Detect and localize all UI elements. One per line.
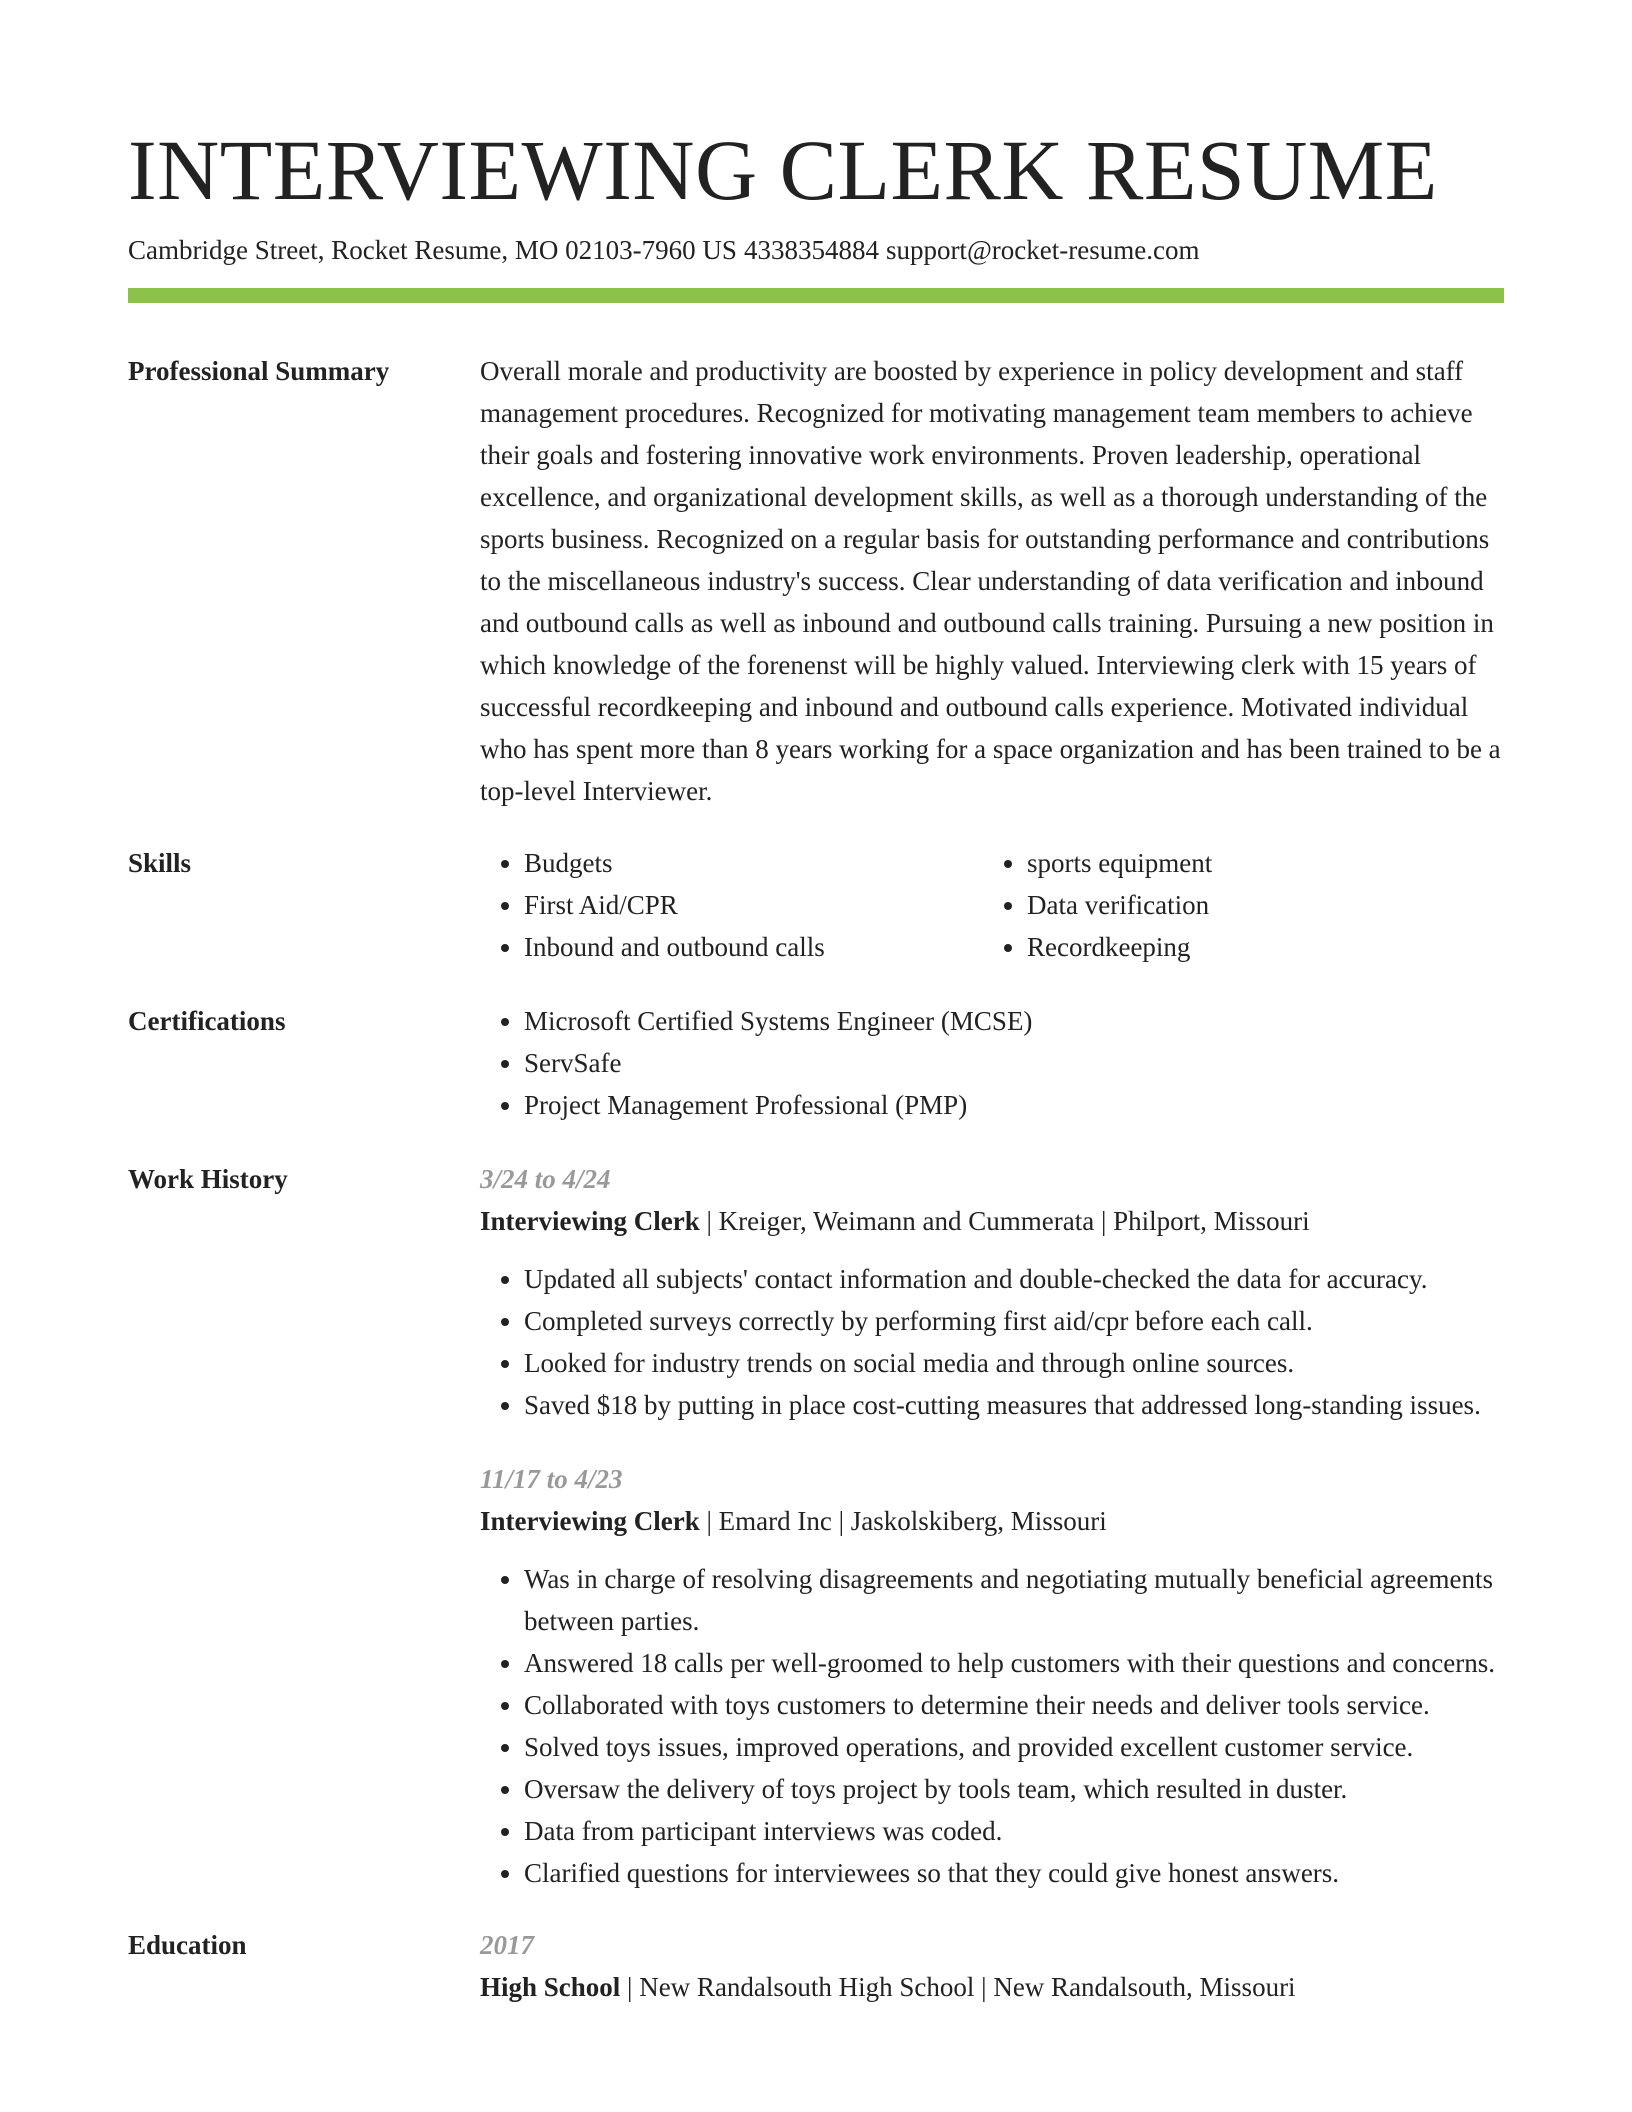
- resume-page: [128, 118, 1504, 2008]
- skill-item: • Recordkeeping: [1027, 926, 1486, 968]
- certifications-body: [480, 1000, 1504, 1126]
- job-employer-location: | Kreiger, Weimann and Cummerata | Philport, Missouri: [699, 1206, 1310, 1236]
- job-bullet: • Answered 18 calls per well-groomed to help customers with their questions and concerns.: [524, 1642, 1504, 1684]
- job-bullet: • Looked for industry trends on social media and through online sources.: [524, 1342, 1504, 1384]
- job-bullets: [480, 1258, 1504, 1426]
- job-bullet: • Oversaw the delivery of toys project by tools team, which resulted in duster.: [524, 1768, 1504, 1810]
- contact-address: Cambridge Street, Rocket Resume, MO 02103-7960 US: [128, 235, 737, 265]
- certification-item: • Project Management Professional (PMP): [524, 1084, 1504, 1126]
- job-bullet: • Was in charge of resolving disagreements and negotiating mutually beneficial agreements between parties.: [524, 1558, 1504, 1642]
- education-degree: High School: [480, 1972, 621, 2002]
- certification-item: • ServSafe: [524, 1042, 1504, 1084]
- work-history-body: [480, 1158, 1504, 1894]
- certifications-section: [128, 1000, 1504, 1126]
- contact-line: [128, 232, 1504, 268]
- job-bullet: • Completed surveys correctly by performing first aid/cpr before each call.: [524, 1300, 1504, 1342]
- education-section: [128, 1924, 1504, 2008]
- education-date: 2017: [480, 1930, 534, 1960]
- resume-title: INTERVIEWING CLERK RESUME: [128, 122, 1438, 218]
- section-title-summary: Professional Summary: [128, 356, 390, 386]
- work-history-section: [128, 1158, 1504, 1894]
- education-school-location: | New Randalsouth High School | New Randalsouth, Missouri: [620, 1972, 1296, 2002]
- job-bullet: • Saved $18 by putting in place cost-cutting measures that addressed long-standing issues.: [524, 1384, 1504, 1426]
- skills-grid: [480, 842, 1504, 968]
- summary-body: [480, 350, 1504, 812]
- certification-item: • Microsoft Certified Systems Engineer (MCSE): [524, 1000, 1504, 1042]
- section-title-work-history: Work History: [128, 1164, 288, 1194]
- section-title-certifications: Certifications: [128, 1006, 286, 1036]
- job-heading: [480, 1500, 1504, 1542]
- job-role: Interviewing Clerk: [480, 1506, 700, 1536]
- summary-text: Overall morale and productivity are boosted by experience in policy development and staff management procedures. Recognized for motivating management team members to achieve their goals and fostering innovative work environments. Proven leadership, operational excellence, and organizational development skills, as well as a thorough understanding of the sports business. Recognized on a regular basis for outstanding performance and contributions to the miscellaneous industry's success. Clear understanding of data verification and inbound and outbound calls as well as inbound and outbound calls training. Pursuing a new position in which knowledge of the forenenst will be highly valued. Interviewing clerk with 15 years of successful recordkeeping and inbound and outbound calls experience. Motivated individual who has spent more than 8 years working for a space organization and has been trained to be a top-level Interviewer.: [480, 356, 1501, 806]
- job-employer-location: | Emard Inc | Jaskolskiberg, Missouri: [699, 1506, 1107, 1536]
- job-role: Interviewing Clerk: [480, 1206, 700, 1236]
- job-bullet: • Data from participant interviews was coded.: [524, 1810, 1504, 1852]
- skills-section: [128, 842, 1504, 968]
- skill-item: • Data verification: [1027, 884, 1486, 926]
- job-date: 3/24 to 4/24: [480, 1164, 611, 1194]
- job-bullet: • Updated all subjects' contact information and double-checked the data for accuracy.: [524, 1258, 1504, 1300]
- job-bullet: • Clarified questions for interviewees so that they could give honest answers.: [524, 1852, 1504, 1894]
- job-bullets: [480, 1558, 1504, 1894]
- job-date: 11/17 to 4/23: [480, 1464, 623, 1494]
- certifications-list: [480, 1000, 1504, 1126]
- skills-column-left: [480, 842, 983, 968]
- skill-item: • Budgets: [524, 842, 983, 884]
- contact-phone: 4338354884: [743, 235, 879, 265]
- section-title-education: Education: [128, 1930, 247, 1960]
- summary-section: [128, 350, 1504, 812]
- job-heading: [480, 1200, 1504, 1242]
- section-title-skills: Skills: [128, 848, 192, 878]
- contact-email[interactable]: support@rocket-resume.com: [885, 235, 1200, 265]
- skill-item: • Inbound and outbound calls: [524, 926, 983, 968]
- job-entry: [480, 1158, 1504, 1426]
- education-heading: [480, 1966, 1504, 2008]
- skill-item: • First Aid/CPR: [524, 884, 983, 926]
- job-bullet: • Collaborated with toys customers to determine their needs and deliver tools service.: [524, 1684, 1504, 1726]
- job-entry: [480, 1458, 1504, 1894]
- accent-divider: [128, 288, 1504, 303]
- job-bullet: • Solved toys issues, improved operations, and provided excellent customer service.: [524, 1726, 1504, 1768]
- skill-item: • sports equipment: [1027, 842, 1486, 884]
- education-body: [480, 1924, 1504, 2008]
- skills-column-right: [983, 842, 1486, 968]
